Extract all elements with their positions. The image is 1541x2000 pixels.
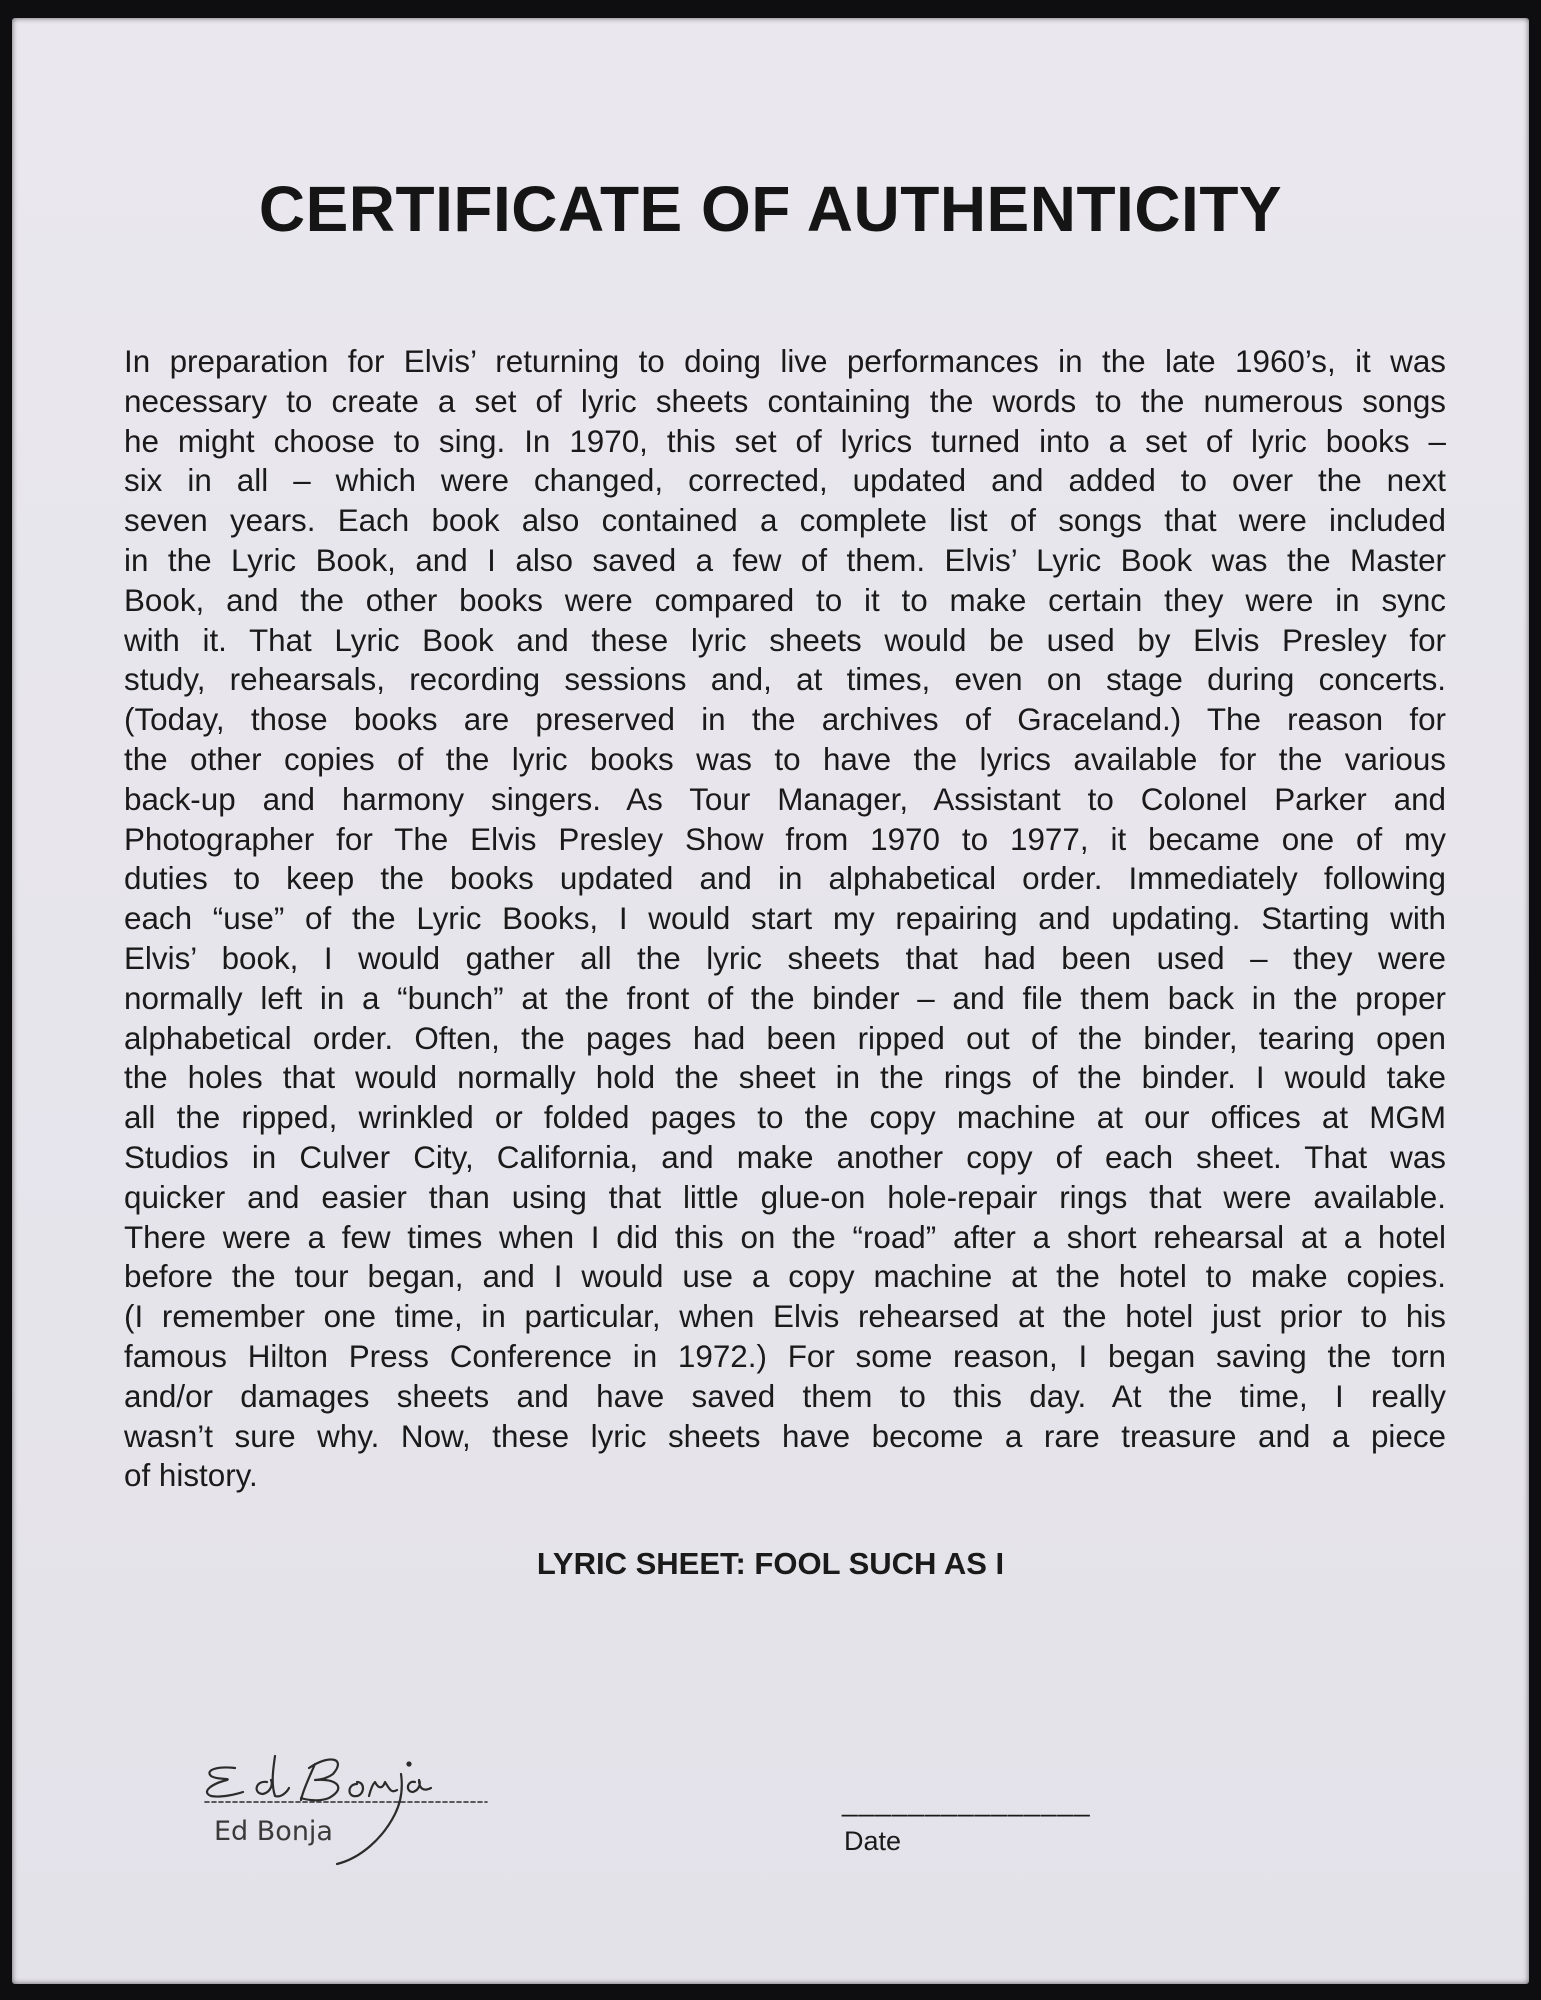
body-line: (Today, those books are preserved in the archives of Graceland.) The reason for — [124, 702, 1446, 738]
body-line: In preparation for Elvis’ returning to doing live performances in the late 1960’s, it was — [124, 344, 1446, 379]
body-line: Photographer for The Elvis Presley Show from 1970 to 1977, it became one of my — [124, 821, 1446, 857]
body-line: seven years. Each book also contained a complete list of songs that were included — [124, 503, 1446, 539]
body-line: quicker and easier than using that little glue-on hole-repair rings that were available. — [124, 1179, 1446, 1215]
certificate-title: CERTIFICATE OF AUTHENTICITY — [258, 173, 1283, 245]
body-line: duties to keep the books updated and in alphabetical order. Immediately following — [124, 861, 1446, 897]
body-line: Elvis’ book, I would gather all the lyric sheets that had been used – they were — [124, 940, 1446, 976]
body-line: six in all – which were changed, corrected, updated and added to over the next — [124, 463, 1446, 499]
body-line: the other copies of the lyric books was to have the lyrics available for the various — [124, 741, 1446, 777]
body-line: famous Hilton Press Conference in 1972.) For some reason, I began saving the torn — [124, 1338, 1446, 1374]
body-line: normally left in a “bunch” at the front of the binder – and file them back in the proper — [124, 980, 1446, 1016]
date-line: _______________ — [842, 1786, 1091, 1817]
body-line: in the Lyric Book, and I also saved a few of them. Elvis’ Lyric Book was the Master — [124, 542, 1446, 578]
certificate-body — [124, 342, 1446, 1496]
body-line: study, rehearsals, recording sessions and, at times, even on stage during concerts. — [124, 662, 1446, 698]
signer-printed-name: Ed Bonja — [214, 1816, 333, 1847]
date-label: Date — [844, 1826, 902, 1856]
body-line: each “use” of the Lyric Books, I would start my repairing and updating. Starting with — [124, 901, 1446, 937]
body-line: Book, and the other books were compared to it to make certain they were in sync — [124, 582, 1446, 618]
body-line: before the tour began, and I would use a copy machine at the hotel to make copies. — [124, 1259, 1446, 1295]
body-line: he might choose to sing. In 1970, this set of lyrics turned into a set of lyric books – — [124, 423, 1446, 459]
body-line: wasn’t sure why. Now, these lyric sheets have become a rare treasure and a piece — [124, 1418, 1446, 1454]
body-line: There were a few times when I did this on the “road” after a short rehearsal at a hotel — [124, 1219, 1446, 1255]
body-line: all the ripped, wrinkled or folded pages to the copy machine at our offices at MGM — [124, 1100, 1446, 1136]
body-line: back-up and harmony singers. As Tour Manager, Assistant to Colonel Parker and — [124, 781, 1446, 817]
body-line: of history. — [124, 1458, 258, 1494]
body-line: Studios in Culver City, California, and make another copy of each sheet. That was — [124, 1139, 1446, 1175]
certificate-page — [12, 18, 1529, 1984]
body-line: the holes that would normally hold the sheet in the rings of the binder. I would take — [124, 1060, 1446, 1096]
lyric-sheet-label: LYRIC SHEET: FOOL SUCH AS I — [536, 1546, 1005, 1581]
body-line: alphabetical order. Often, the pages had been ripped out of the binder, tearing open — [124, 1020, 1446, 1056]
body-line: necessary to create a set of lyric sheets containing the words to the numerous songs — [124, 383, 1446, 419]
body-line: with it. That Lyric Book and these lyric sheets would be used by Elvis Presley for — [124, 622, 1446, 658]
signature-block — [197, 1718, 537, 1868]
body-line: and/or damages sheets and have saved them to this day. At the time, I really — [124, 1378, 1446, 1414]
body-line: (I remember one time, in particular, when Elvis rehearsed at the hotel just prior to his — [124, 1299, 1446, 1335]
